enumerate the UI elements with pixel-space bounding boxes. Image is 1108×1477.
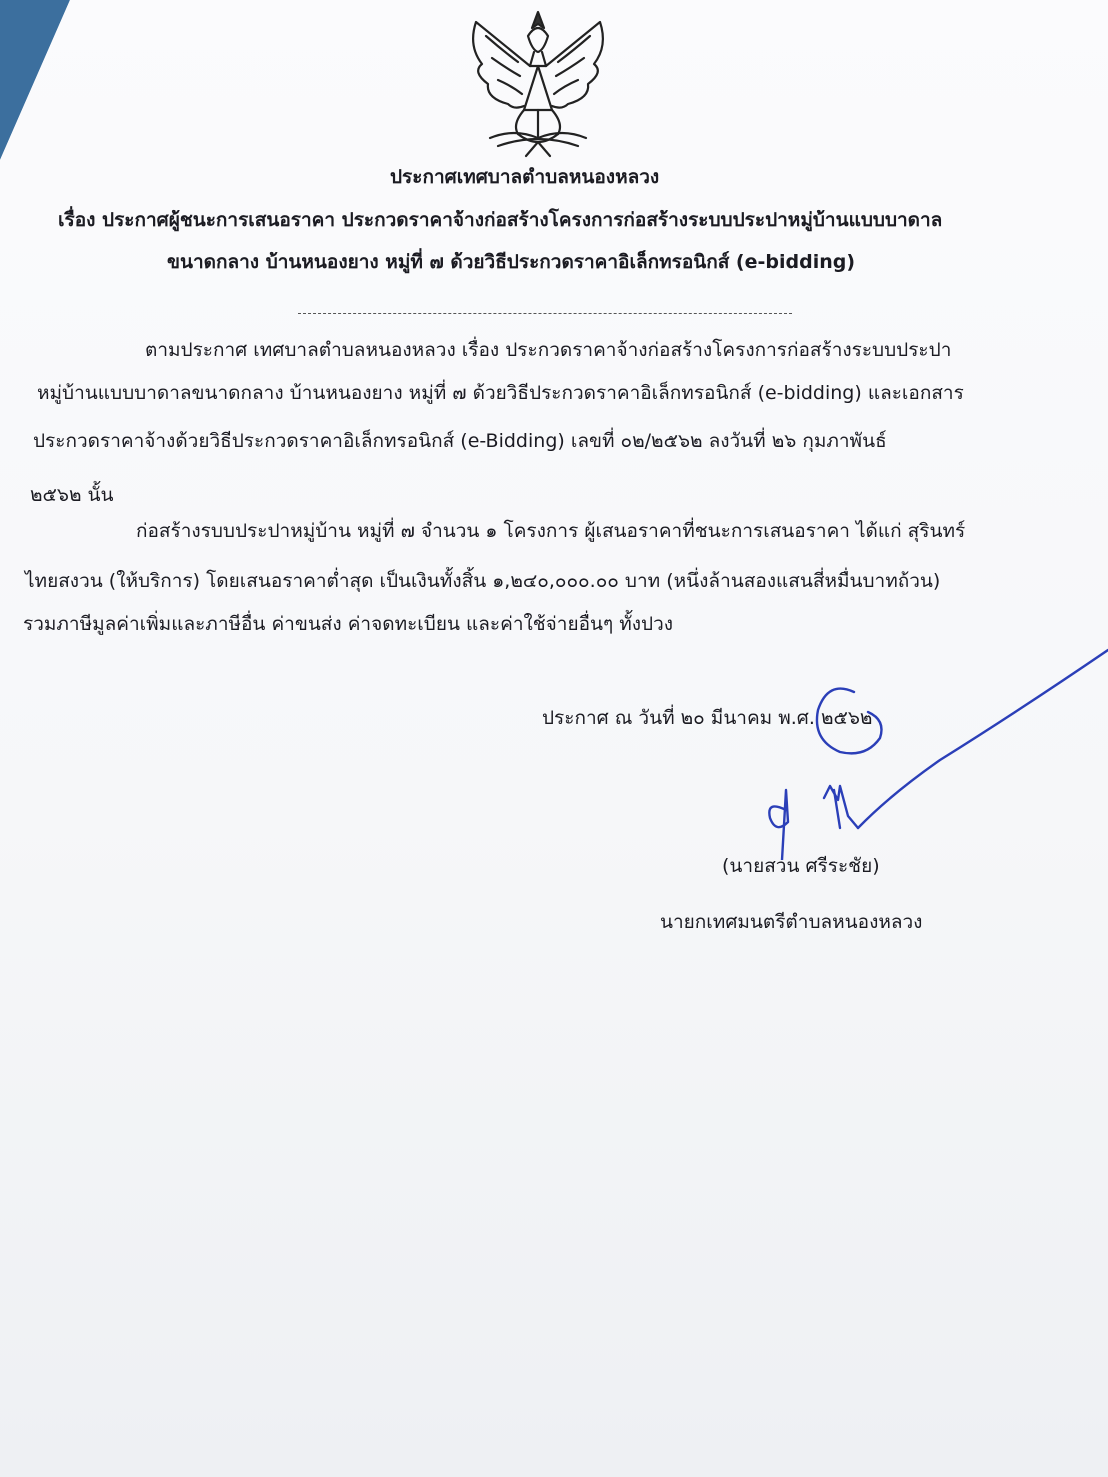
subject-line-1: เรื่อง ประกาศผู้ชนะการเสนอราคา ประกวดราคาจ้างก่อสร้างโครงการก่อสร้างระบบประปาหมู่บ้านแบบบาดาล — [58, 209, 943, 231]
subject-line-2: ขนาดกลาง บ้านหนองยาง หมู่ที่ ๗ ด้วยวิธีประกวดราคาอิเล็กทรอนิกส์ (e-bidding) — [167, 251, 856, 273]
paragraph-2-line-3: รวมภาษีมูลค่าเพิ่มและภาษีอื่น ค่าขนส่ง ค่าจดทะเบียน และค่าใช้จ่ายอื่นๆ ทั้งปวง — [23, 613, 674, 635]
org-title: ประกาศเทศบาลตำบลหนองหลวง — [390, 166, 660, 188]
paragraph-2-line-2: ไทยสงวน (ให้บริการ) โดยเสนอราคาต่ำสุด เป็นเงินทั้งสิ้น ๑,๒๔๐,๐๐๐.๐๐ บาท (หนึ่งล้านสองแสนสี่หมื่นบาทถ้วน) — [25, 570, 941, 592]
signer-title: นายกเทศมนตรีตำบลหนองหลวง — [660, 911, 923, 933]
paragraph-1-line-1: ตามประกาศ เทศบาลตำบลหนองหลวง เรื่อง ประกวดราคาจ้างก่อสร้างโครงการก่อสร้างระบบประปา — [145, 339, 952, 361]
paragraph-1-line-3: ประกวดราคาจ้างด้วยวิธีประกวดราคาอิเล็กทรอนิกส์ (e-Bidding) เลขที่ ๐๒/๒๕๖๒ ลงวันที่ ๒๖ กุมภาพันธ์ — [33, 430, 887, 452]
handwritten-signature — [690, 640, 1108, 860]
signer-name: (นายสวน ศรีระชัย) — [722, 855, 880, 877]
divider-dotted-line — [298, 313, 792, 314]
paragraph-1-line-4: ๒๕๖๒ นั้น — [30, 484, 114, 506]
paragraph-2-line-1: ก่อสร้างรบบประปาหมู่บ้าน หมู่ที่ ๗ จำนวน ๑ โครงการ ผู้เสนอราคาที่ชนะการเสนอราคา ได้แก่ สุรินทร์ — [136, 520, 966, 542]
paragraph-1-line-2: หมู่บ้านแบบบาดาลขนาดกลาง บ้านหนองยาง หมู่ที่ ๗ ด้วยวิธีประกวดราคาอิเล็กทรอนิกส์ (e-bidding) และเอกสาร — [37, 382, 964, 404]
announcement-date: ประกาศ ณ วันที่ ๒๐ มีนาคม พ.ศ. ๒๕๖๒ — [542, 707, 873, 729]
garuda-emblem-icon — [458, 6, 618, 158]
